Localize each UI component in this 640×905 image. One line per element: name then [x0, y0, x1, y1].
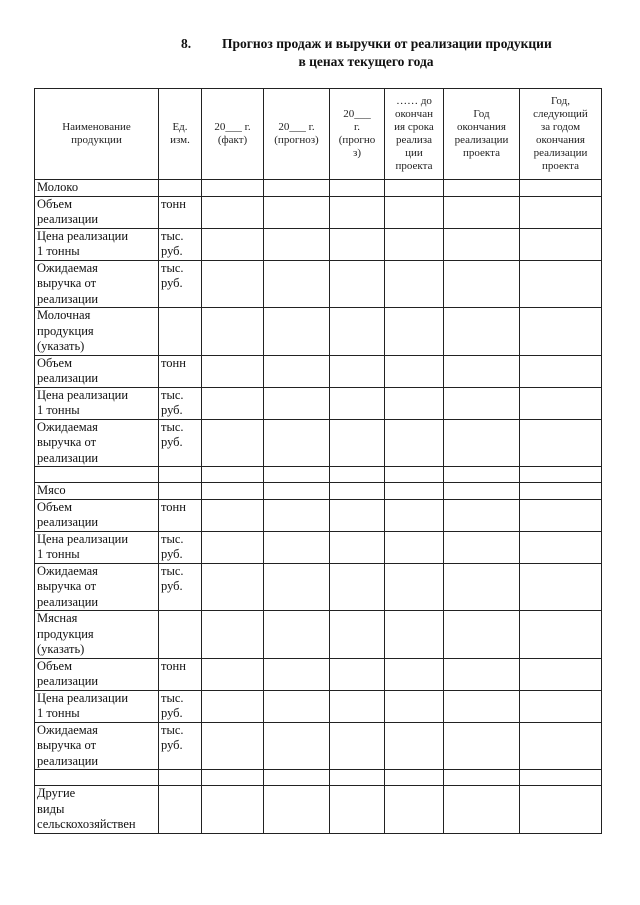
value-cell[interactable] — [520, 531, 602, 563]
value-cell[interactable] — [202, 308, 264, 356]
value-cell[interactable] — [330, 483, 385, 500]
unit-cell — [159, 467, 202, 483]
table-row — [35, 658, 602, 690]
value-cell[interactable] — [520, 611, 602, 659]
value-cell[interactable] — [202, 180, 264, 197]
cell-text: продукция — [37, 626, 94, 641]
cell-text: Объем — [37, 499, 72, 514]
value-cell[interactable] — [330, 658, 385, 690]
unit-cell — [159, 690, 202, 722]
table-row — [35, 355, 602, 387]
value-cell[interactable] — [202, 196, 264, 228]
unit-cell — [159, 355, 202, 387]
value-cell[interactable] — [264, 387, 330, 419]
value-cell[interactable] — [264, 770, 330, 786]
unit-cell — [159, 563, 202, 611]
cell-text: Ед. — [172, 121, 188, 133]
value-cell[interactable] — [444, 786, 520, 834]
value-cell[interactable] — [330, 786, 385, 834]
value-cell[interactable] — [385, 722, 444, 770]
cell-text: ции — [405, 147, 423, 159]
cell-text: тонн — [161, 658, 186, 673]
value-cell[interactable] — [444, 228, 520, 260]
cell-text: (факт) — [217, 134, 248, 146]
cell-text: Молоко — [37, 180, 79, 194]
column-header — [520, 89, 602, 180]
cell-text: Другие — [37, 786, 76, 800]
value-cell[interactable] — [444, 308, 520, 356]
value-cell[interactable] — [202, 690, 264, 722]
value-cell[interactable] — [264, 563, 330, 611]
cell-text: изм. — [170, 134, 190, 146]
value-cell[interactable] — [385, 531, 444, 563]
value-cell[interactable] — [520, 658, 602, 690]
cell-text: Цена реализации — [37, 690, 129, 705]
cell-text: 1 тонны — [37, 706, 80, 720]
cell-text: 20___ — [343, 108, 371, 120]
table-row — [35, 387, 602, 419]
value-cell[interactable] — [520, 770, 602, 786]
table-row — [35, 563, 602, 611]
value-cell[interactable] — [264, 260, 330, 308]
value-cell[interactable] — [385, 260, 444, 308]
value-cell[interactable] — [264, 611, 330, 659]
value-cell[interactable] — [330, 690, 385, 722]
product-name-cell — [35, 387, 159, 419]
value-cell[interactable] — [330, 467, 385, 483]
unit-cell — [159, 483, 202, 500]
cell-text: Молочная — [37, 308, 91, 322]
value-cell[interactable] — [264, 722, 330, 770]
cell-text: реализации — [37, 753, 99, 768]
title-line-2: в ценах текущего года — [298, 54, 434, 69]
unit-cell — [159, 770, 202, 786]
value-cell[interactable] — [385, 180, 444, 197]
group-row — [35, 180, 602, 197]
value-cell[interactable] — [520, 467, 602, 483]
product-name-cell — [35, 260, 159, 308]
value-cell[interactable] — [385, 483, 444, 500]
value-cell[interactable] — [444, 196, 520, 228]
cell-text: Мясная — [37, 611, 78, 625]
cell-text: тыс. — [161, 387, 184, 402]
value-cell[interactable] — [520, 786, 602, 834]
cell-text: виды — [37, 801, 65, 816]
value-cell[interactable] — [385, 611, 444, 659]
cell-text: тыс. — [161, 563, 184, 578]
cell-text: руб. — [161, 547, 183, 561]
cell-text: реализации — [37, 450, 99, 465]
value-cell[interactable] — [520, 563, 602, 611]
value-cell[interactable] — [264, 196, 330, 228]
unit-cell — [159, 499, 202, 531]
cell-text: Объем — [37, 658, 72, 673]
spacer-row — [35, 770, 602, 786]
value-cell[interactable] — [520, 308, 602, 356]
table-row — [35, 531, 602, 563]
value-cell[interactable] — [520, 355, 602, 387]
value-cell[interactable] — [264, 308, 330, 356]
value-cell[interactable] — [444, 467, 520, 483]
cell-text: реализации — [37, 291, 99, 306]
value-cell[interactable] — [264, 355, 330, 387]
value-cell[interactable] — [385, 499, 444, 531]
value-cell[interactable] — [444, 483, 520, 500]
value-cell[interactable] — [520, 419, 602, 467]
value-cell[interactable] — [330, 611, 385, 659]
header-row — [35, 89, 602, 180]
cell-text: выручка от — [37, 435, 97, 449]
value-cell[interactable] — [330, 722, 385, 770]
cell-text: Объем — [37, 355, 72, 370]
value-cell[interactable] — [330, 770, 385, 786]
value-cell[interactable] — [202, 419, 264, 467]
product-name-cell — [35, 483, 159, 500]
cell-text: проекта — [463, 147, 500, 159]
product-name-cell — [35, 228, 159, 260]
cell-text: Ожидаемая — [37, 260, 98, 275]
group-row — [35, 483, 602, 500]
value-cell[interactable] — [385, 786, 444, 834]
value-cell[interactable] — [385, 563, 444, 611]
column-header — [202, 89, 264, 180]
cell-text: Цена реализации — [37, 387, 129, 402]
cell-text: 20___ г. — [214, 121, 251, 133]
value-cell[interactable] — [202, 563, 264, 611]
value-cell[interactable] — [202, 611, 264, 659]
value-cell[interactable] — [385, 467, 444, 483]
section-number: 8. — [181, 36, 192, 51]
cell-text: реализации — [37, 515, 99, 529]
value-cell[interactable] — [520, 260, 602, 308]
unit-cell — [159, 308, 202, 356]
value-cell[interactable] — [202, 355, 264, 387]
column-header — [385, 89, 444, 180]
value-cell[interactable] — [385, 196, 444, 228]
cell-text: тыс. — [161, 690, 184, 705]
unit-cell — [159, 387, 202, 419]
value-cell[interactable] — [520, 387, 602, 419]
product-note: (указать) — [37, 642, 85, 656]
value-cell[interactable] — [520, 228, 602, 260]
table-row — [35, 228, 602, 260]
cell-text: (прогно — [338, 134, 376, 146]
product-name-cell — [35, 563, 159, 611]
table-row — [35, 260, 602, 308]
cell-text: тонн — [161, 196, 186, 211]
cell-text: Ожидаемая — [37, 563, 98, 578]
value-cell[interactable] — [444, 387, 520, 419]
unit-cell — [159, 228, 202, 260]
group-row — [35, 308, 602, 356]
cell-text: выручка от — [37, 738, 97, 752]
value-cell[interactable] — [520, 499, 602, 531]
cell-text: з) — [352, 147, 361, 159]
product-name-cell — [35, 355, 159, 387]
cell-text: тыс. — [161, 228, 184, 243]
value-cell[interactable] — [202, 260, 264, 308]
cell-text: Ожидаемая — [37, 419, 98, 434]
value-cell[interactable] — [444, 690, 520, 722]
cell-text: г. — [353, 121, 361, 133]
cell-text: реализации — [37, 371, 99, 385]
value-cell[interactable] — [444, 611, 520, 659]
cell-text: Наименование — [62, 121, 131, 133]
product-name-cell — [35, 658, 159, 690]
value-cell[interactable] — [444, 722, 520, 770]
title-line-1: Прогноз продаж и выручки от реализации продукции — [222, 36, 552, 51]
cell-text: 20___ г. — [278, 121, 315, 133]
product-note: (указать) — [37, 339, 85, 353]
value-cell[interactable] — [385, 419, 444, 467]
value-cell[interactable] — [330, 387, 385, 419]
value-cell[interactable] — [202, 228, 264, 260]
value-cell[interactable] — [444, 531, 520, 563]
cell-text: Мясо — [37, 483, 66, 497]
value-cell[interactable] — [385, 387, 444, 419]
product-name-cell — [35, 196, 159, 228]
cell-text: руб. — [161, 738, 183, 752]
cell-text: …… до — [396, 95, 432, 107]
value-cell[interactable] — [385, 228, 444, 260]
value-cell[interactable] — [330, 308, 385, 356]
cell-text: продукции — [71, 134, 122, 146]
value-cell[interactable] — [330, 419, 385, 467]
cell-text: руб. — [161, 706, 183, 720]
cell-text: Объем — [37, 196, 72, 211]
value-cell[interactable] — [202, 467, 264, 483]
column-header — [330, 89, 385, 180]
cell-text: Ожидаемая — [37, 722, 98, 737]
value-cell[interactable] — [202, 483, 264, 500]
cell-text: тыс. — [161, 531, 184, 546]
cell-text: реализации — [37, 594, 99, 609]
cell-text: тонн — [161, 355, 186, 370]
cell-text: руб. — [161, 244, 183, 258]
cell-text: Цена реализации — [37, 531, 129, 546]
unit-cell — [159, 658, 202, 690]
product-name-cell — [35, 690, 159, 722]
product-name-cell — [35, 722, 159, 770]
cell-text: (прогноз) — [274, 134, 319, 146]
table-row — [35, 722, 602, 770]
value-cell[interactable] — [444, 355, 520, 387]
column-header — [444, 89, 520, 180]
unit-cell — [159, 196, 202, 228]
table-row — [35, 786, 602, 834]
value-cell[interactable] — [520, 180, 602, 197]
cell-text: за годом — [540, 121, 581, 133]
value-cell[interactable] — [385, 308, 444, 356]
product-name-cell — [35, 467, 159, 483]
value-cell[interactable] — [264, 658, 330, 690]
value-cell[interactable] — [264, 531, 330, 563]
cell-text: Год — [473, 108, 490, 120]
unit-cell — [159, 531, 202, 563]
cell-text: выручка от — [37, 276, 97, 290]
value-cell[interactable] — [444, 419, 520, 467]
value-cell[interactable] — [385, 690, 444, 722]
value-cell[interactable] — [330, 355, 385, 387]
value-cell[interactable] — [385, 658, 444, 690]
cell-text: Цена реализации — [37, 228, 129, 243]
value-cell[interactable] — [330, 228, 385, 260]
value-cell[interactable] — [330, 499, 385, 531]
product-name-cell — [35, 611, 159, 659]
value-cell[interactable] — [444, 499, 520, 531]
value-cell[interactable] — [385, 355, 444, 387]
value-cell[interactable] — [330, 531, 385, 563]
value-cell[interactable] — [264, 483, 330, 500]
value-cell[interactable] — [520, 722, 602, 770]
column-header — [264, 89, 330, 180]
value-cell[interactable] — [520, 483, 602, 500]
value-cell[interactable] — [264, 419, 330, 467]
cell-text: продукция — [37, 323, 94, 338]
product-name-cell — [35, 180, 159, 197]
value-cell[interactable] — [202, 499, 264, 531]
cell-text: реализации — [37, 212, 99, 226]
value-cell[interactable] — [202, 786, 264, 834]
value-cell[interactable] — [202, 531, 264, 563]
value-cell[interactable] — [264, 690, 330, 722]
value-cell[interactable] — [444, 658, 520, 690]
product-name-cell — [35, 786, 159, 834]
value-cell[interactable] — [202, 387, 264, 419]
cell-text: выручка от — [37, 579, 97, 593]
product-name-cell — [35, 531, 159, 563]
cell-text: окончания — [536, 134, 585, 146]
unit-cell — [159, 722, 202, 770]
value-cell[interactable] — [264, 180, 330, 197]
value-cell[interactable] — [264, 786, 330, 834]
cell-text: окончан — [395, 108, 433, 120]
cell-text: руб. — [161, 403, 183, 417]
column-header — [35, 89, 159, 180]
spacer-row — [35, 467, 602, 483]
cell-text: тонн — [161, 499, 186, 514]
value-cell[interactable] — [520, 196, 602, 228]
value-cell[interactable] — [444, 563, 520, 611]
unit-cell — [159, 419, 202, 467]
cell-text: 1 тонны — [37, 403, 80, 417]
cell-text: тыс. — [161, 419, 184, 434]
column-header — [159, 89, 202, 180]
cell-text: ия срока — [394, 121, 434, 133]
cell-text: следующий — [533, 108, 588, 120]
value-cell[interactable] — [202, 770, 264, 786]
cell-text: проекта — [395, 160, 433, 172]
unit-cell — [159, 180, 202, 197]
table-row — [35, 419, 602, 467]
cell-text: реализации — [37, 674, 99, 688]
table-row — [35, 690, 602, 722]
value-cell[interactable] — [202, 658, 264, 690]
cell-text: 1 тонны — [37, 244, 80, 258]
value-cell[interactable] — [444, 180, 520, 197]
cell-text: проекта — [542, 160, 579, 172]
value-cell[interactable] — [202, 722, 264, 770]
table-row — [35, 196, 602, 228]
value-cell[interactable] — [520, 690, 602, 722]
sales-forecast-table — [34, 88, 602, 834]
cell-text: окончания — [457, 121, 506, 133]
table-row — [35, 499, 602, 531]
group-row — [35, 611, 602, 659]
cell-text: реализа — [395, 134, 433, 146]
value-cell[interactable] — [330, 563, 385, 611]
value-cell[interactable] — [444, 260, 520, 308]
product-name-cell — [35, 499, 159, 531]
value-cell[interactable] — [264, 499, 330, 531]
unit-cell — [159, 611, 202, 659]
cell-text: руб. — [161, 276, 183, 290]
value-cell[interactable] — [264, 228, 330, 260]
cell-text: 1 тонны — [37, 547, 80, 561]
value-cell[interactable] — [330, 196, 385, 228]
cell-text: реализации — [533, 147, 588, 159]
value-cell[interactable] — [385, 770, 444, 786]
product-name-cell — [35, 419, 159, 467]
cell-text: реализации — [454, 134, 509, 146]
cell-text: руб. — [161, 435, 183, 449]
value-cell[interactable] — [330, 260, 385, 308]
cell-text: тыс. — [161, 260, 184, 275]
value-cell[interactable] — [264, 467, 330, 483]
cell-text: сельскохозяйствен — [37, 817, 136, 831]
unit-cell — [159, 260, 202, 308]
product-name-cell — [35, 308, 159, 356]
cell-text: тыс. — [161, 722, 184, 737]
cell-text: Год, — [551, 95, 570, 107]
cell-text: руб. — [161, 579, 183, 593]
value-cell[interactable] — [444, 770, 520, 786]
unit-cell — [159, 786, 202, 834]
product-name-cell — [35, 770, 159, 786]
value-cell[interactable] — [330, 180, 385, 197]
